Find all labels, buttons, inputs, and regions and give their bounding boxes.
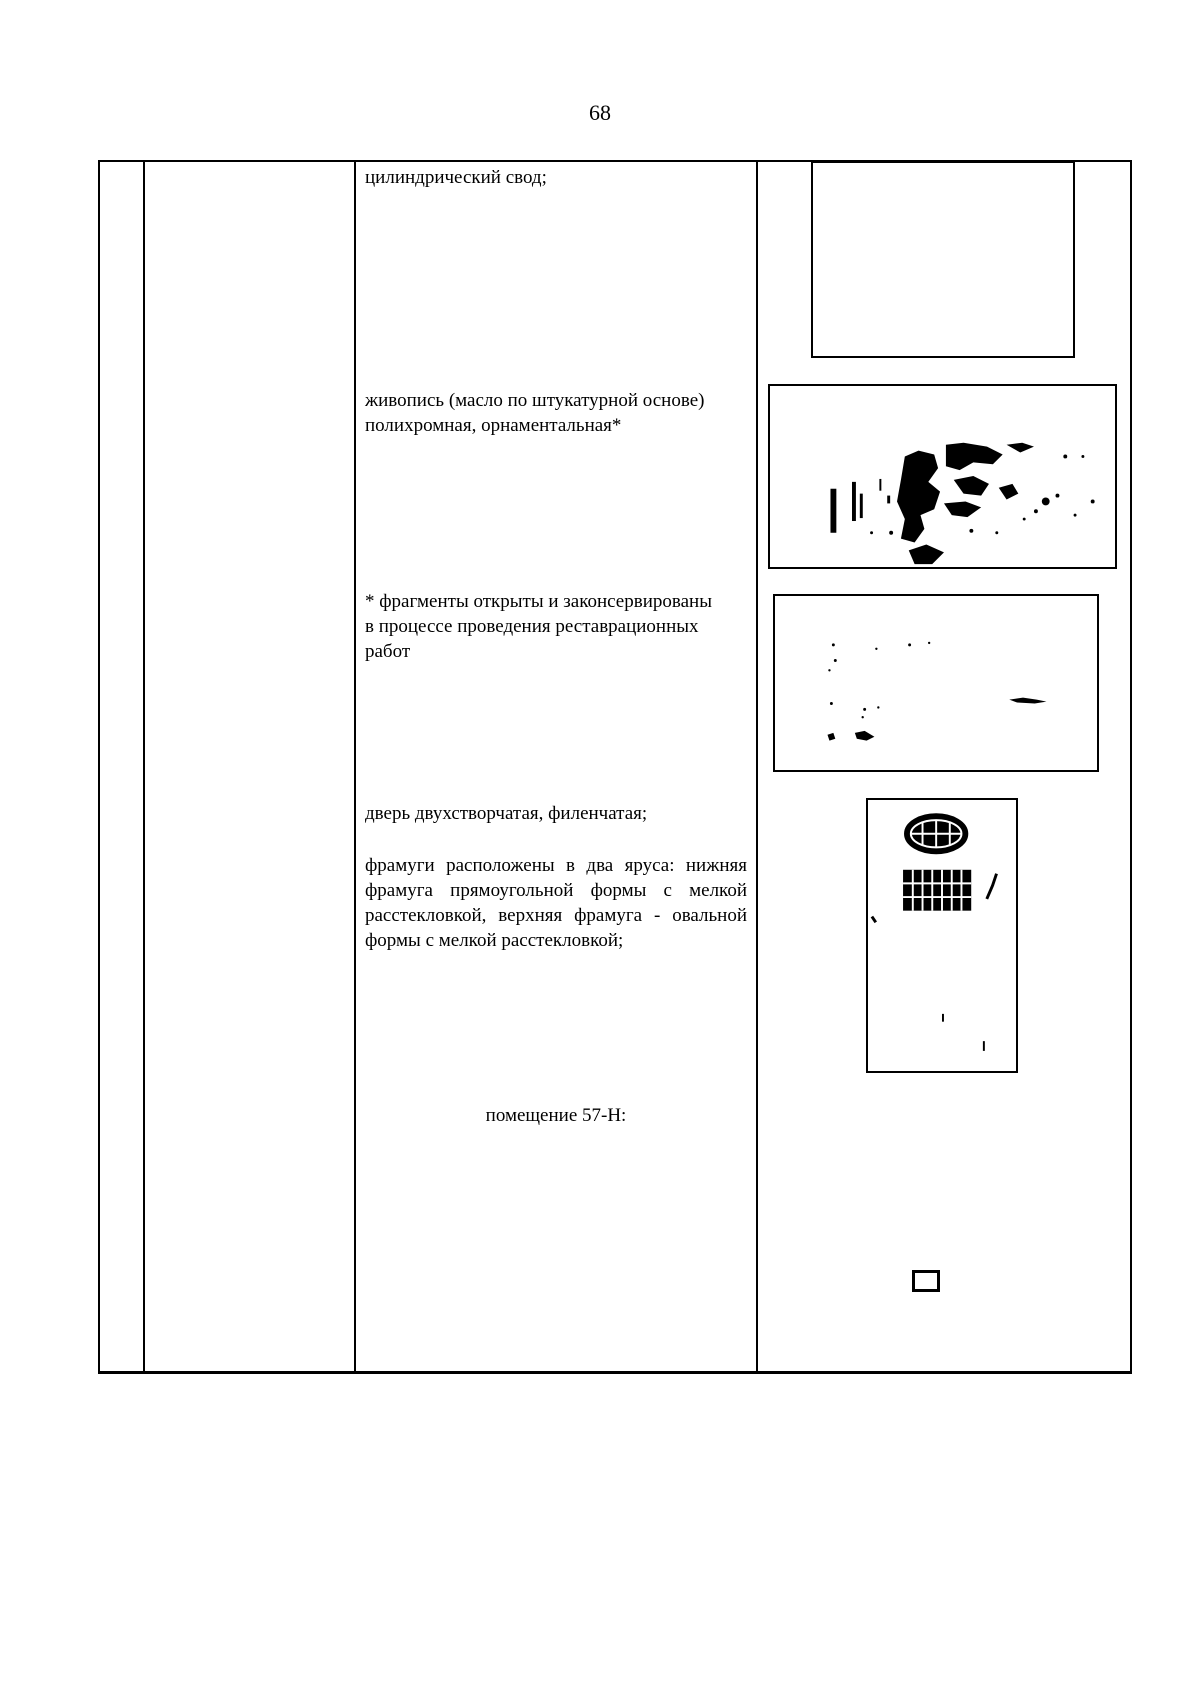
table-bottom-border (98, 1371, 1132, 1374)
painting-photo (768, 384, 1117, 569)
painting-photo-image (770, 386, 1115, 567)
painting-fragments-photo (773, 594, 1099, 772)
row-text-transoms: фрамуги расположены в два яруса: нижняя фрамуга прямоугольной формы с мелкой расстекловкой, верхняя фрамуга - овальной формы с мелкой расстекловкой; (365, 855, 747, 951)
table-left-border (98, 160, 100, 1374)
vault-photo (811, 161, 1075, 358)
row-text-door: дверь двухстворчатая, филенчатая; (365, 803, 648, 824)
table-right-border (1130, 160, 1132, 1374)
row-text-room: помещение 57-Н: (485, 1105, 627, 1126)
page-number: 68 (589, 100, 611, 125)
row-text-vault: цилиндрический свод; (365, 167, 547, 188)
column-divider-1 (143, 160, 145, 1374)
painting-fragments-photo-image (775, 596, 1097, 770)
door-photo-image (868, 800, 1016, 1071)
vault-photo-image (813, 163, 1073, 356)
row-text-footnote: * фрагменты открыты и законсервированы в процессе проведения реставрационных работ (365, 591, 712, 662)
row-text-painting: живопись (масло по штукатурной основе) полихромная, орнаментальная* (365, 390, 705, 436)
small-frame-icon (912, 1270, 940, 1292)
column-divider-3 (756, 160, 758, 1374)
door-photo (866, 798, 1018, 1073)
column-divider-2 (354, 160, 356, 1374)
